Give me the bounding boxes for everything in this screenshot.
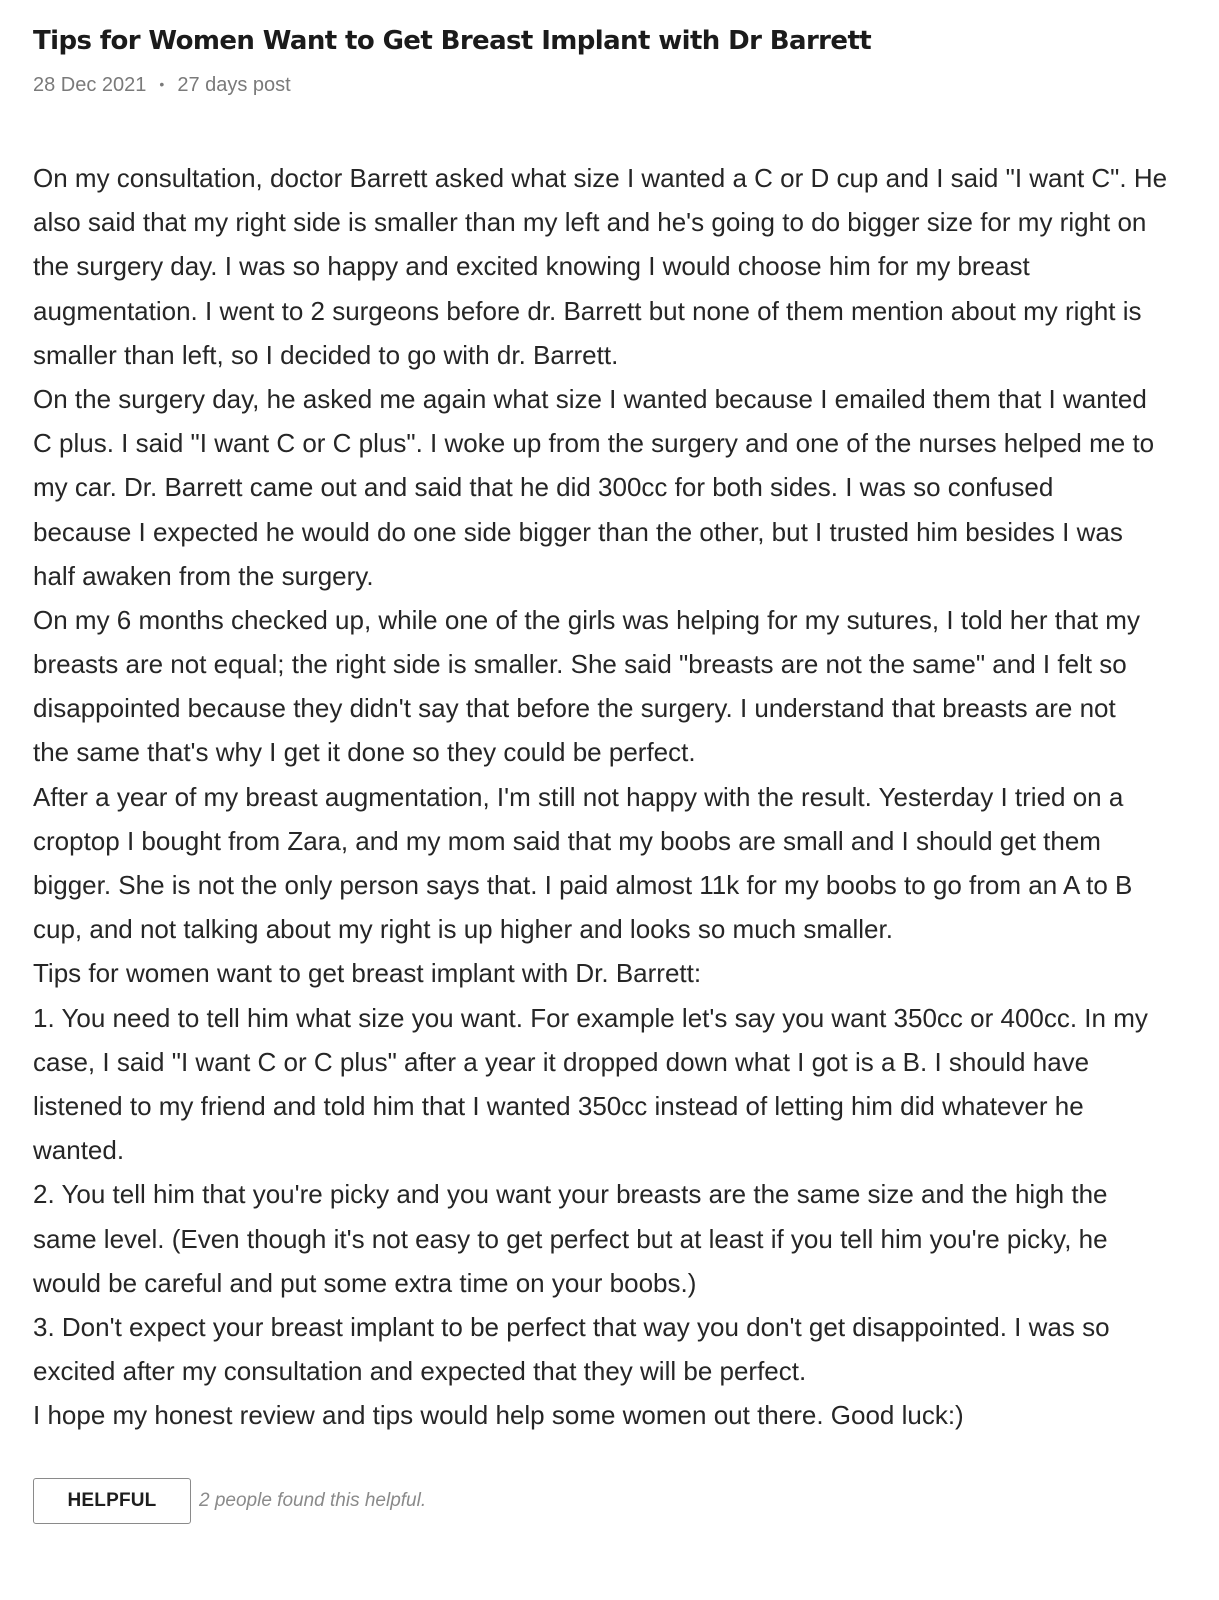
review-age: 27 days post xyxy=(177,74,291,96)
review-body-line: also said that my right side is smaller than my left and he's going to do bigger size for my right on xyxy=(33,207,1147,238)
review-body-line: same level. (Even though it's not easy to get perfect but at least if you tell him you're picky, he xyxy=(33,1223,1108,1254)
review-body-line: disappointed because they didn't say that before the surgery. I understand that breasts are not xyxy=(33,693,1116,724)
review-meta xyxy=(33,74,291,97)
review-body-line: would be careful and put some extra time on your boobs.) xyxy=(33,1267,697,1298)
review-body-line: cup, and not talking about my right is up higher and looks so much smaller. xyxy=(33,914,893,945)
review-body-line: On the surgery day, he asked me again what size I wanted because I emailed them that I wanted xyxy=(33,383,1147,414)
review-body-line: C plus. I said "I want C or C plus". I woke up from the surgery and one of the nurses helped me to xyxy=(33,428,1155,459)
review-body-line: After a year of my breast augmentation, I'm still not happy with the result. Yesterday I tried on a xyxy=(33,781,1124,812)
review-body-line: On my consultation, doctor Barrett asked what size I wanted a C or D cup and I said "I want C". He xyxy=(33,163,1168,193)
review-body-line: croptop I bought from Zara, and my mom said that my boobs are small and I should get them xyxy=(33,825,1101,856)
review-date: 28 Dec 2021 xyxy=(33,74,147,96)
review-body-line: augmentation. I went to 2 surgeons before dr. Barrett but none of them mention about my right is xyxy=(33,295,1142,326)
helpful-button[interactable]: HELPFUL xyxy=(33,1478,191,1524)
review-body-line: because I expected he would do one side bigger than the other, but I trusted him besides I was xyxy=(33,516,1123,547)
review-body xyxy=(33,156,1219,1437)
review-body-line: the same that's why I get it done so they could be perfect. xyxy=(33,737,696,768)
helpful-count-text: 2 people found this helpful. xyxy=(199,1490,427,1511)
meta-separator-dot: • xyxy=(159,76,165,92)
review-body-line: smaller than left, so I decided to go with dr. Barrett. xyxy=(33,339,619,370)
review-body-line: listened to my friend and told him that I wanted 350cc instead of letting him did whatever he xyxy=(33,1090,1084,1121)
review-body-line: On my 6 months checked up, while one of the girls was helping for my sutures, I told her that my xyxy=(33,604,1140,635)
review-body-line: half awaken from the surgery. xyxy=(33,560,374,591)
review-body-line: wanted. xyxy=(33,1135,125,1166)
review-title: Tips for Women Want to Get Breast Implant with Dr Barrett xyxy=(33,26,872,56)
review-body-line: bigger. She is not the only person says that. I paid almost 11k for my boobs to go from an A to B xyxy=(33,870,1133,900)
review-body-line: 2. You tell him that you're picky and you want your breasts are the same size and the high the xyxy=(33,1179,1108,1210)
review-body-line: case, I said "I want C or C plus" after a year it dropped down what I got is a B. I should have xyxy=(33,1046,1090,1077)
review-body-line: my car. Dr. Barrett came out and said that he did 300cc for both sides. I was so confused xyxy=(33,472,1054,503)
review-body-line: breasts are not equal; the right side is smaller. She said "breasts are not the same" and I felt so xyxy=(33,649,1127,680)
review-body-line: I hope my honest review and tips would help some women out there. Good luck:) xyxy=(33,1400,964,1431)
review-body-line: 3. Don't expect your breast implant to be perfect that way you don't get disappointed. I was so xyxy=(33,1311,1110,1342)
review-body-line: 1. You need to tell him what size you want. For example let's say you want 350cc or 400cc. In my xyxy=(33,1002,1148,1033)
review-body-line: the surgery day. I was so happy and excited knowing I would choose him for my breast xyxy=(33,251,1030,282)
review-body-line: Tips for women want to get breast implant with Dr. Barrett: xyxy=(33,958,702,989)
review-footer xyxy=(33,1478,426,1524)
review-body-line: excited after my consultation and expected that they will be perfect. xyxy=(33,1356,807,1387)
